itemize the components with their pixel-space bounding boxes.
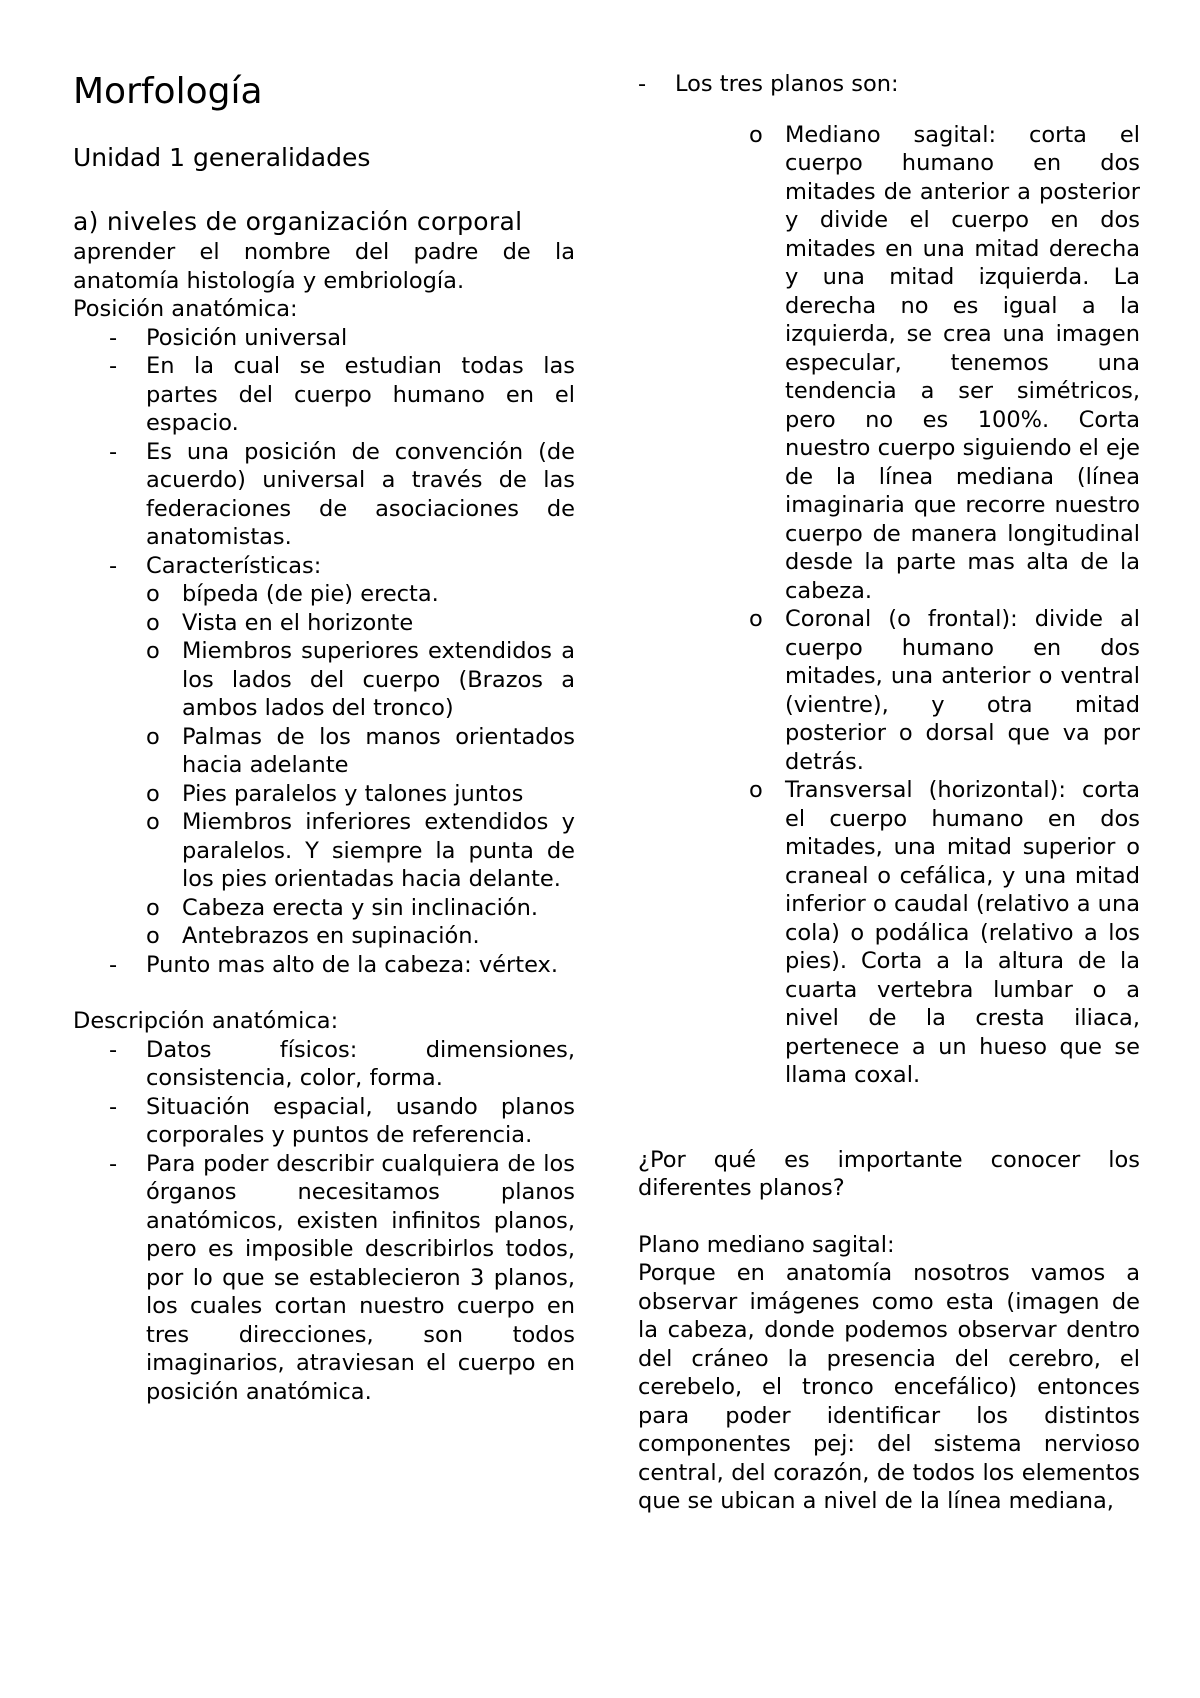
left-column <box>73 70 575 1406</box>
plano-item-transversal: o Transversal (horizontal): corta el cuerpo humano en dos mitades, una mitad superior o craneal o cefálica, y una mitad inferior o caudal (relativo a una cola) o podálica (relativo a los pies). Corta a la altura de la cuarta vertebra lumbar o a nivel de la cresta iliaca, pertenece a un hueso que se llama coxal. <box>749 776 1140 1090</box>
sub-list-item: o Palmas de los manos orientados hacia adelante <box>146 723 575 780</box>
section-heading: a) niveles de organización corporal <box>73 207 523 236</box>
spacer <box>638 1090 1140 1146</box>
unit-heading: Unidad 1 generalidades <box>73 143 371 172</box>
plano-item-coronal: o Coronal (o frontal): divide al cuerpo humano en dos mitades, una anterior o ventral (vientre), y otra mitad posterior o dorsal que va por detrás. <box>749 605 1140 776</box>
list-item: - En la cual se estudian todas las partes del cuerpo humano en el espacio. <box>73 352 575 438</box>
sub-list-item: o Cabeza erecta y sin inclinación. <box>146 894 575 923</box>
spacer <box>638 99 1140 121</box>
caracteristicas-list <box>146 580 575 951</box>
sub-list-item: o Miembros inferiores extendidos y paralelos. Y siempre la punta de los pies orientadas hacia delante. <box>146 808 575 894</box>
question-paragraph: ¿Por qué es importante conocer los diferentes planos? <box>638 1146 1140 1201</box>
spacer <box>638 1203 1140 1231</box>
list-item: - Es una posición de convención (de acuerdo) universal a través de las federaciones de asociaciones de anatomistas. <box>73 438 575 552</box>
caracteristicas-label: Características: <box>146 552 322 579</box>
list-item-caracteristicas <box>73 552 575 951</box>
spacer <box>73 979 575 1007</box>
descripcion-heading: Descripción anatómica: <box>73 1008 339 1034</box>
descripcion-list <box>73 1036 575 1407</box>
right-column <box>638 70 1140 1516</box>
sub-list-item: o bípeda (de pie) erecta. <box>146 580 575 609</box>
posicion-list <box>73 324 575 980</box>
sub-list-item: o Vista en el horizonte <box>146 609 575 638</box>
sub-list-item: o Miembros superiores extendidos a los lados del cuerpo (Brazos a ambos lados del tronco) <box>146 637 575 723</box>
list-item: - Situación espacial, usando planos corporales y puntos de referencia. <box>73 1093 575 1150</box>
list-item: - Punto mas alto de la cabeza: vértex. <box>73 951 575 980</box>
sub-list-item: o Antebrazos en supinación. <box>146 922 575 951</box>
intro-paragraph: aprender el nombre del padre de la anatomía histología y embriología. <box>73 239 575 294</box>
page-title: Morfología <box>73 71 263 112</box>
plano-heading: Plano mediano sagital: <box>638 1231 895 1258</box>
sub-list-item: o Pies paralelos y talones juntos <box>146 780 575 809</box>
list-item: - Posición universal <box>73 324 575 353</box>
plano-paragraph: Porque en anatomía nosotros vamos a observar imágenes como esta (imagen de la cabeza, donde podemos observar dentro del cráneo la presencia del cerebro, el cerebelo, el tronco encefálico) entonces para poder identificar los distintos componentes pej: del sistema nervioso central, del corazón, de todos los elementos que se ubican a nivel de la línea mediana, <box>638 1260 1140 1514</box>
list-item: - Datos físicos: dimensiones, consistencia, color, forma. <box>73 1036 575 1093</box>
posicion-heading: Posición anatómica: <box>73 296 298 322</box>
plano-item-sagital: o Mediano sagital: corta el cuerpo humano en dos mitades de anterior a posterior y divide el cuerpo en dos mitades en una mitad derecha y una mitad izquierda. La derecha no es igual a la izquierda, se crea una imagen especular, tenemos una tendencia a ser simétricos, pero no es 100%. Corta nuestro cuerpo siguiendo el eje de la línea mediana (línea imaginaria que recorre nuestro cuerpo de manera longitudinal desde la parte mas alta de la cabeza. <box>749 121 1140 606</box>
planos-heading: - Los tres planos son: <box>602 70 1140 99</box>
list-item: - Para poder describir cualquiera de los órganos necesitamos planos anatómicos, existen infinitos planos, pero es imposible describirlos todos, por lo que se establecieron 3 planos, los cuales cortan nuestro cuerpo en tres direcciones, son todos imaginarios, atraviesan el cuerpo en posición anatómica. <box>73 1150 575 1407</box>
planos-list <box>602 70 1140 99</box>
planos-sub-list <box>749 121 1140 1090</box>
